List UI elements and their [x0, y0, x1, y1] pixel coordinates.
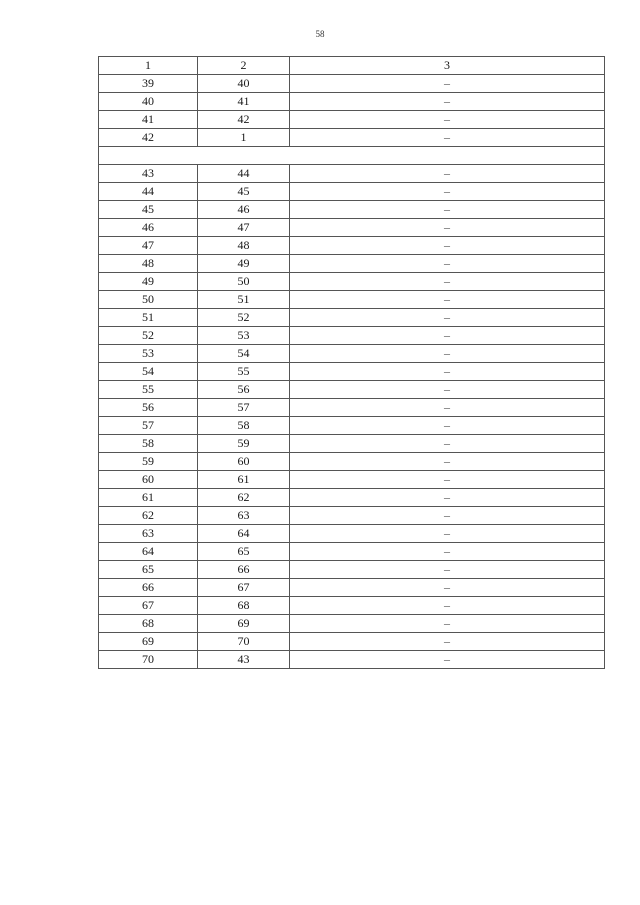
- table-row: [99, 255, 605, 273]
- data-table: [98, 56, 605, 669]
- table-cell-col3: –: [290, 525, 605, 543]
- table-cell-col1: 66: [99, 579, 198, 597]
- table-cell-col1: 40: [99, 93, 198, 111]
- table-cell-col2: 52: [198, 309, 290, 327]
- table-cell-col2: 44: [198, 165, 290, 183]
- table-cell-col1: 42: [99, 129, 198, 147]
- table-cell-col3: –: [290, 345, 605, 363]
- table-cell-col3: –: [290, 291, 605, 309]
- table-cell-col1: 65: [99, 561, 198, 579]
- table-cell-col3: –: [290, 75, 605, 93]
- table-cell-col2: 47: [198, 219, 290, 237]
- table-row: [99, 345, 605, 363]
- table-row: [99, 183, 605, 201]
- table-row: [99, 309, 605, 327]
- table-cell-col1: 44: [99, 183, 198, 201]
- table-cell-col3: –: [290, 111, 605, 129]
- table-cell-col2: 57: [198, 399, 290, 417]
- table-row: [99, 489, 605, 507]
- table-cell-col2: 56: [198, 381, 290, 399]
- table-cell-col1: 47: [99, 237, 198, 255]
- table-cell-col2: 70: [198, 633, 290, 651]
- table-cell-col2: 48: [198, 237, 290, 255]
- table-cell-col3: –: [290, 129, 605, 147]
- table-row: [99, 381, 605, 399]
- table-row: [99, 129, 605, 147]
- table-row: [99, 597, 605, 615]
- table-row: [99, 165, 605, 183]
- section-divider-row: [99, 147, 605, 165]
- table-cell-col1: 64: [99, 543, 198, 561]
- table-cell-col1: 69: [99, 633, 198, 651]
- table-cell-col3: –: [290, 363, 605, 381]
- table-cell-col1: 52: [99, 327, 198, 345]
- table-row: [99, 525, 605, 543]
- table-cell-col2: 50: [198, 273, 290, 291]
- table-cell-col2: 61: [198, 471, 290, 489]
- table-cell-col1: 61: [99, 489, 198, 507]
- table-cell-col1: 43: [99, 165, 198, 183]
- table-row: [99, 615, 605, 633]
- table-cell-col2: 66: [198, 561, 290, 579]
- table-cell-col1: 68: [99, 615, 198, 633]
- table-cell-col2: 1: [198, 129, 290, 147]
- table-cell-col2: 64: [198, 525, 290, 543]
- table-row: [99, 561, 605, 579]
- table-cell-col3: –: [290, 273, 605, 291]
- table-cell-col1: 67: [99, 597, 198, 615]
- table-cell-col1: 51: [99, 309, 198, 327]
- table-cell-col3: –: [290, 219, 605, 237]
- table-cell-col3: –: [290, 597, 605, 615]
- table-cell-col2: 69: [198, 615, 290, 633]
- table-row: [99, 75, 605, 93]
- table-cell-col1: 59: [99, 453, 198, 471]
- table-cell-col3: –: [290, 201, 605, 219]
- table-cell-col1: 49: [99, 273, 198, 291]
- table-cell-col2: 49: [198, 255, 290, 273]
- table-cell-col3: –: [290, 543, 605, 561]
- table-cell-col3: –: [290, 453, 605, 471]
- table-row: [99, 399, 605, 417]
- table-cell-col3: –: [290, 255, 605, 273]
- table-row: [99, 93, 605, 111]
- table-cell-col1: 58: [99, 435, 198, 453]
- header-cell-3: 3: [290, 57, 605, 75]
- table-row: [99, 237, 605, 255]
- table-cell-col2: 68: [198, 597, 290, 615]
- table-cell-col3: –: [290, 183, 605, 201]
- table-cell-col3: –: [290, 651, 605, 669]
- table-cell-col2: 41: [198, 93, 290, 111]
- table-cell-col3: –: [290, 489, 605, 507]
- table-cell-col3: –: [290, 93, 605, 111]
- table-cell-col2: 55: [198, 363, 290, 381]
- table-cell-col2: 54: [198, 345, 290, 363]
- table-cell-col1: 48: [99, 255, 198, 273]
- table-cell-col3: –: [290, 633, 605, 651]
- table-cell-col1: 63: [99, 525, 198, 543]
- table-row: [99, 543, 605, 561]
- table-row: [99, 633, 605, 651]
- table-cell-col2: 42: [198, 111, 290, 129]
- table-row: [99, 201, 605, 219]
- table-cell-col2: 58: [198, 417, 290, 435]
- table-cell-col1: 54: [99, 363, 198, 381]
- table-cell-col1: 50: [99, 291, 198, 309]
- table-cell-col1: 60: [99, 471, 198, 489]
- table-cell-col3: –: [290, 417, 605, 435]
- table-cell-col3: –: [290, 381, 605, 399]
- table-cell-col3: –: [290, 615, 605, 633]
- table-cell-col2: 60: [198, 453, 290, 471]
- table-cell-col3: –: [290, 165, 605, 183]
- table-cell-col3: –: [290, 237, 605, 255]
- table-cell-col1: 45: [99, 201, 198, 219]
- table-cell-col3: –: [290, 327, 605, 345]
- table-cell-col1: 39: [99, 75, 198, 93]
- table-row: [99, 507, 605, 525]
- table-cell-col3: –: [290, 507, 605, 525]
- table-cell-col1: 57: [99, 417, 198, 435]
- table-cell-col2: 53: [198, 327, 290, 345]
- table-row: [99, 651, 605, 669]
- table-row: [99, 219, 605, 237]
- table-cell-col2: 45: [198, 183, 290, 201]
- table-cell-col2: 65: [198, 543, 290, 561]
- table-cell-col1: 62: [99, 507, 198, 525]
- table-cell-col3: –: [290, 309, 605, 327]
- table-row: [99, 435, 605, 453]
- table-cell-col2: 46: [198, 201, 290, 219]
- table-cell-col2: 67: [198, 579, 290, 597]
- header-cell-2: 2: [198, 57, 290, 75]
- table-cell-col2: 59: [198, 435, 290, 453]
- table-cell-col3: –: [290, 561, 605, 579]
- page-number: 58: [315, 29, 325, 39]
- table-cell-col2: 62: [198, 489, 290, 507]
- table-header-row: [99, 57, 605, 75]
- table-cell-col1: 70: [99, 651, 198, 669]
- table-row: [99, 273, 605, 291]
- table-cell-col1: 46: [99, 219, 198, 237]
- table-row: [99, 579, 605, 597]
- table-cell-col2: 43: [198, 651, 290, 669]
- table-row: [99, 453, 605, 471]
- table-row: [99, 417, 605, 435]
- table-row: [99, 111, 605, 129]
- table-cell-col2: 40: [198, 75, 290, 93]
- table-cell-col1: 53: [99, 345, 198, 363]
- table-cell-col1: 55: [99, 381, 198, 399]
- table-row: [99, 363, 605, 381]
- section-divider-cell: [99, 147, 605, 165]
- table-cell-col1: 41: [99, 111, 198, 129]
- table-cell-col2: 63: [198, 507, 290, 525]
- header-cell-1: 1: [99, 57, 198, 75]
- table-cell-col1: 56: [99, 399, 198, 417]
- table-row: [99, 291, 605, 309]
- table-cell-col3: –: [290, 399, 605, 417]
- table-body: [99, 57, 605, 669]
- table-row: [99, 471, 605, 489]
- table-row: [99, 327, 605, 345]
- table-cell-col3: –: [290, 471, 605, 489]
- table-cell-col3: –: [290, 579, 605, 597]
- table-cell-col2: 51: [198, 291, 290, 309]
- table-cell-col3: –: [290, 435, 605, 453]
